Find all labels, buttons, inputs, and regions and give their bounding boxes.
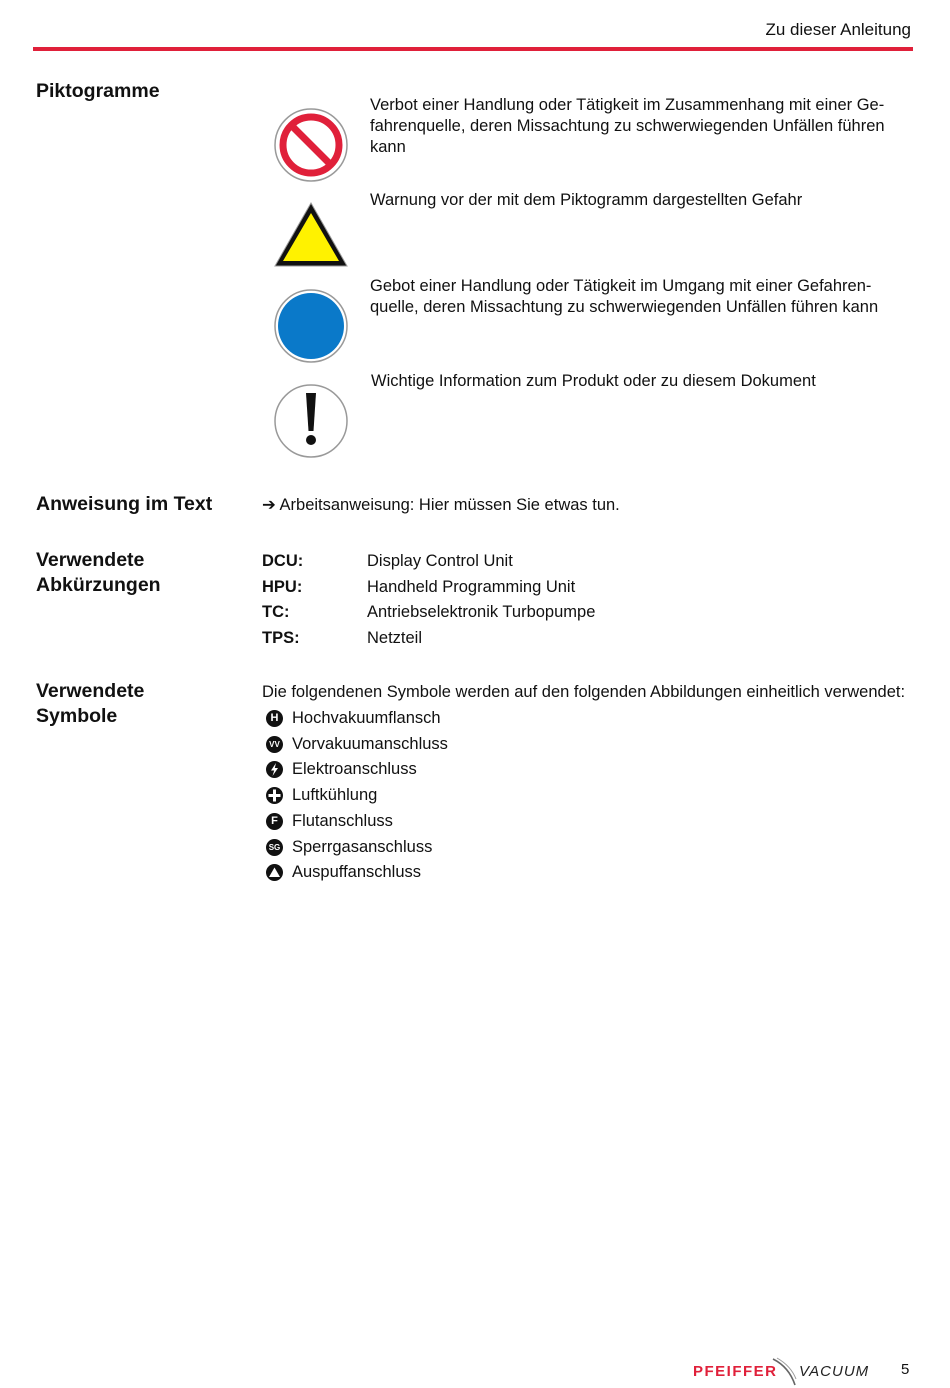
- text-line: Verbot einer Handlung oder Tätigkeit im Zusammenhang mit einer Ge-: [370, 96, 885, 114]
- instruction-line: [262, 494, 620, 516]
- text-line: fahrenquelle, deren Missachtung zu schwerwiegenden Unfällen führen: [370, 117, 885, 135]
- fore-vacuum-connection-icon: VV: [266, 736, 283, 753]
- electrical-connection-icon: [266, 761, 283, 778]
- symbols-intro-text: Die folgendenen Symbole werden auf den folgenden Abbildungen einheitlich verwendet:: [262, 683, 906, 701]
- abbreviation-value: Handheld Programming Unit: [367, 578, 576, 596]
- section-heading-abbreviations: [36, 548, 161, 598]
- heading-line: Symbole: [36, 705, 118, 727]
- heading-line: Abkürzungen: [36, 574, 161, 596]
- section-heading-symbols: [36, 679, 144, 729]
- symbol-label: Sperrgasanschluss: [292, 838, 433, 856]
- text-line: kann: [370, 138, 406, 156]
- text-line: Warnung vor der mit dem Piktogramm dargestellten Gefahr: [370, 191, 803, 209]
- abbreviation-value: Display Control Unit: [367, 552, 513, 570]
- arrow-right-icon: ➔: [262, 496, 276, 514]
- high-vacuum-flange-icon: H: [266, 710, 283, 727]
- text-line: Wichtige Information zum Produkt oder zu diesem Dokument: [371, 372, 816, 390]
- pictogram-description-information: [371, 371, 911, 392]
- text-line: Gebot einer Handlung oder Tätigkeit im Umgang mit einer Gefahren-: [370, 277, 872, 295]
- warning-triangle-icon: [273, 200, 349, 270]
- heading-line: Verwendete: [36, 680, 145, 702]
- page-number: 5: [901, 1361, 910, 1378]
- prohibition-icon: [273, 107, 349, 183]
- abbreviation-key: TC:: [262, 603, 290, 621]
- page-header-title: Zu dieser Anleitung: [765, 20, 911, 39]
- logo-sub-text: VACUUM: [799, 1363, 870, 1380]
- header-divider: [33, 47, 913, 51]
- abbreviation-value: Netzteil: [367, 629, 423, 647]
- symbol-label: Auspuffanschluss: [292, 863, 422, 881]
- venting-connection-icon: F: [266, 813, 283, 830]
- exclamation-icon: [273, 383, 349, 459]
- section-heading-pictograms: Piktogramme: [36, 80, 160, 102]
- symbol-label: Vorvakuumanschluss: [292, 735, 448, 753]
- instruction-text: Arbeitsanweisung: Hier müssen Sie etwas tun.: [279, 496, 620, 514]
- logo-swoosh-icon: [771, 1357, 797, 1387]
- sealing-gas-connection-icon: SG: [266, 839, 283, 856]
- abbreviation-key: TPS:: [262, 629, 300, 647]
- symbol-label: Elektroanschluss: [292, 760, 417, 778]
- pfeiffer-vacuum-logo: [693, 1357, 873, 1387]
- symbol-label: Flutanschluss: [292, 812, 393, 830]
- heading-line: Verwendete: [36, 549, 145, 571]
- symbol-label: Luftkühlung: [292, 786, 378, 804]
- pictogram-description-warning: [370, 190, 910, 211]
- abbreviation-key: HPU:: [262, 578, 303, 596]
- pictogram-description-mandatory: [370, 276, 910, 318]
- text-line: quelle, deren Missachtung zu schwerwiegenden Unfällen führen kann: [370, 298, 879, 316]
- abbreviation-key: DCU:: [262, 552, 304, 570]
- abbreviation-value: Antriebselektronik Turbopumpe: [367, 603, 596, 621]
- mandatory-blue-circle-icon: [273, 288, 349, 364]
- logo-brand-text: PFEIFFER: [693, 1363, 778, 1380]
- section-heading-instruction: Anweisung im Text: [36, 493, 213, 515]
- exhaust-connection-icon: [266, 864, 283, 881]
- symbol-label: Hochvakuumflansch: [292, 709, 441, 727]
- air-cooling-icon: [266, 787, 283, 804]
- pictogram-description-prohibition: [370, 95, 910, 158]
